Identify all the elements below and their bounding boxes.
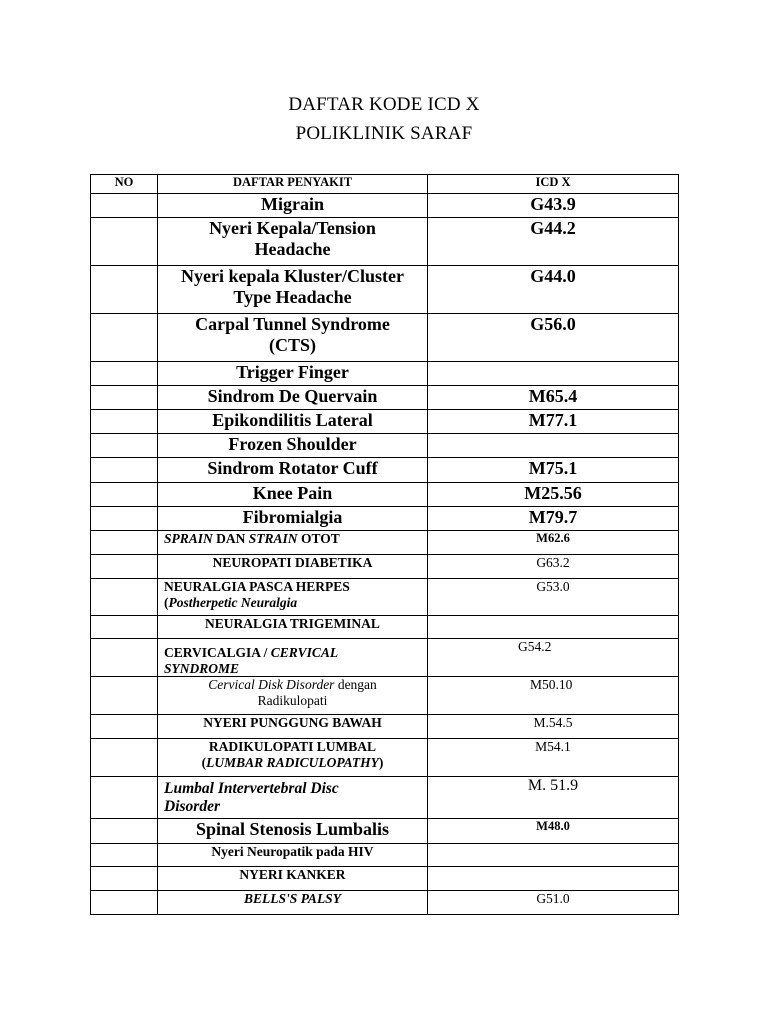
row-no — [91, 891, 158, 915]
icd-code: G63.2 — [428, 555, 679, 579]
disease-name-line1: Lumbal Intervertebral Disc — [164, 780, 339, 798]
disease-name: Trigger Finger — [158, 362, 428, 386]
disease-name-line2: Radikulopati — [257, 692, 328, 708]
icd-code: M48.0 — [428, 819, 679, 844]
disease-name: BELLS'S PALSY — [158, 891, 428, 915]
disease-name — [158, 266, 428, 314]
icd-code: M50.10 — [428, 677, 679, 715]
disease-name-italic: Cervical Disk Disorder — [208, 677, 335, 693]
row-no — [91, 194, 158, 218]
row-no — [91, 458, 158, 483]
icd-code — [428, 867, 679, 891]
icd-code: M79.7 — [428, 507, 679, 531]
table-row — [91, 639, 679, 677]
disease-name-italic: SPRAIN — [164, 531, 213, 546]
row-no — [91, 434, 158, 458]
icd-code — [428, 616, 679, 639]
row-no — [91, 218, 158, 266]
disease-name-end: OTOT — [297, 531, 340, 546]
disease-name: Fibromialgia — [158, 507, 428, 531]
row-no — [91, 844, 158, 867]
table-row — [91, 777, 679, 819]
table-row — [91, 844, 679, 867]
table-row — [91, 867, 679, 891]
row-no — [91, 819, 158, 844]
disease-name — [158, 739, 428, 777]
row-no — [91, 677, 158, 715]
disease-name — [158, 777, 428, 819]
row-no — [91, 386, 158, 410]
table-row — [91, 891, 679, 915]
disease-name-italic-line2: SYNDROME — [164, 660, 240, 676]
disease-name: NYERI PUNGGUNG BAWAH — [158, 715, 428, 739]
disease-name-line1: CERVICALGIA / — [164, 645, 271, 660]
disease-name-paren: ( — [164, 594, 169, 610]
icd-code: M25.56 — [428, 483, 679, 507]
disease-name-italic: CERVICAL — [270, 645, 339, 660]
row-no — [91, 314, 158, 362]
icd-code: M77.1 — [428, 410, 679, 434]
icd-code: G56.0 — [428, 314, 679, 362]
disease-name: NEURALGIA TRIGEMINAL — [158, 616, 428, 639]
icd-code: G44.2 — [428, 218, 679, 266]
row-no — [91, 715, 158, 739]
table-row — [91, 483, 679, 507]
column-header-disease: DAFTAR PENYAKIT — [158, 175, 428, 194]
table-row — [91, 434, 679, 458]
disease-name: Epikondilitis Lateral — [158, 410, 428, 434]
row-no — [91, 867, 158, 891]
document-subtitle: POLIKLINIK SARAF — [295, 123, 473, 144]
table-row — [91, 410, 679, 434]
disease-name: Migrain — [158, 194, 428, 218]
icd-code: G54.2 — [428, 639, 679, 677]
icd-code — [428, 434, 679, 458]
disease-name: NYERI KANKER — [158, 867, 428, 891]
disease-name — [158, 314, 428, 362]
row-no — [91, 739, 158, 777]
row-no — [91, 266, 158, 314]
disease-name — [158, 639, 428, 677]
disease-name: Nyeri Neuropatik pada HIV — [158, 844, 428, 867]
row-no — [91, 531, 158, 555]
icd-code: M.54.5 — [428, 715, 679, 739]
table-row — [91, 266, 679, 314]
table-row — [91, 386, 679, 410]
disease-name-line2: Headache — [254, 238, 331, 259]
table-row — [91, 531, 679, 555]
icd-code — [428, 362, 679, 386]
disease-name — [158, 677, 428, 715]
table-row — [91, 739, 679, 777]
disease-name-line2: Disorder — [164, 797, 220, 815]
disease-name-italic: STRAIN — [248, 531, 298, 546]
row-no — [91, 483, 158, 507]
icd-code — [428, 844, 679, 867]
row-no — [91, 579, 158, 616]
icd-code: G51.0 — [428, 891, 679, 915]
table-row — [91, 458, 679, 483]
column-header-icd: ICD X — [428, 175, 679, 194]
row-no — [91, 777, 158, 819]
disease-name: Knee Pain — [158, 483, 428, 507]
disease-name — [158, 218, 428, 266]
disease-name-italic: LUMBAR RADICULOPATHY — [206, 754, 379, 770]
disease-name: Frozen Shoulder — [158, 434, 428, 458]
disease-name: NEUROPATI DIABETIKA — [158, 555, 428, 579]
table-row — [91, 507, 679, 531]
disease-name-line2: Type Headache — [233, 286, 352, 307]
table-header-row — [91, 175, 679, 194]
table-row — [91, 218, 679, 266]
disease-name-rest: dengan — [334, 677, 377, 693]
document-title: DAFTAR KODE ICD X — [288, 94, 480, 115]
disease-name-paren: ) — [378, 754, 384, 770]
disease-name: Sindrom Rotator Cuff — [158, 458, 428, 483]
table-row — [91, 616, 679, 639]
table-row — [91, 677, 679, 715]
disease-name — [158, 531, 428, 555]
row-no — [91, 410, 158, 434]
disease-name — [158, 579, 428, 616]
table-row — [91, 715, 679, 739]
row-no — [91, 507, 158, 531]
icd-code: G43.9 — [428, 194, 679, 218]
row-no — [91, 555, 158, 579]
table-row — [91, 555, 679, 579]
disease-name: Spinal Stenosis Lumbalis — [158, 819, 428, 844]
column-header-no: NO — [91, 175, 158, 194]
icd-code: M. 51.9 — [428, 777, 679, 819]
disease-name-line1: NEURALGIA PASCA HERPES — [164, 579, 350, 594]
icd-code: M75.1 — [428, 458, 679, 483]
disease-name-line1: Nyeri Kepala/Tension — [209, 218, 376, 238]
disease-name-italic: Postherpetic Neuralgia — [168, 594, 298, 610]
icd-code: M65.4 — [428, 386, 679, 410]
icd-code: M54.1 — [428, 739, 679, 777]
disease-name-mid: DAN — [212, 531, 249, 546]
row-no — [91, 362, 158, 386]
disease-name-paren: ( — [201, 754, 207, 770]
table-row — [91, 579, 679, 616]
icd-table — [90, 174, 679, 915]
disease-name-line1: Nyeri kepala Kluster/Cluster — [181, 266, 404, 286]
icd-code: G53.0 — [428, 579, 679, 616]
icd-code: M62.6 — [428, 531, 679, 555]
disease-name: Sindrom De Quervain — [158, 386, 428, 410]
disease-name-line2: (CTS) — [268, 334, 316, 355]
disease-name-line1: Carpal Tunnel Syndrome — [195, 314, 390, 334]
icd-code: G44.0 — [428, 266, 679, 314]
table-row — [91, 362, 679, 386]
row-no — [91, 616, 158, 639]
table-row — [91, 194, 679, 218]
table-row — [91, 314, 679, 362]
disease-name-line1: RADIKULOPATI LUMBAL — [208, 739, 377, 755]
row-no — [91, 639, 158, 677]
table-row — [91, 819, 679, 844]
